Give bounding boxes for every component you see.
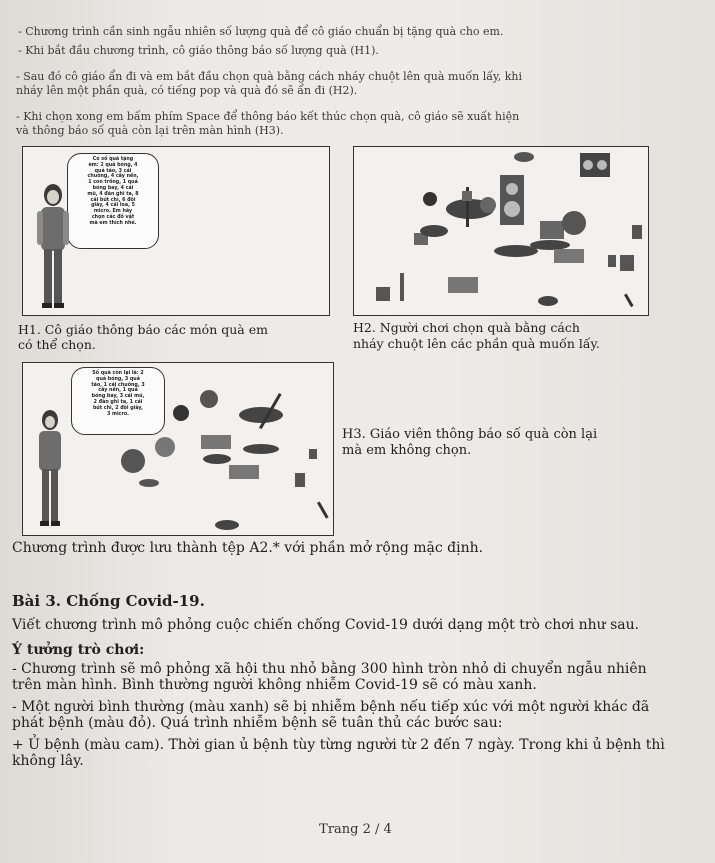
candles-icon xyxy=(201,435,231,449)
instruction-line: nháy lên một phần quà, có tiếng pop và quà đó sẽ ẩn đi (H2). xyxy=(16,84,358,97)
hat-icon xyxy=(203,454,231,464)
bubble-line: Số quà còn lại là: 2 xyxy=(92,371,144,376)
body-line: phát bệnh (màu đỏ). Quá trình nhiễm bệnh sẽ tuân thủ các bước sau: xyxy=(12,715,503,731)
teacher-figure xyxy=(35,409,65,529)
bubble-line: bóng bay, 4 cái xyxy=(92,185,134,191)
gift-items-scene xyxy=(354,147,648,315)
basketball-icon xyxy=(562,211,586,235)
bubble-line: cây nến, 1 quả xyxy=(98,388,138,394)
h2-caption: H2. Người chơi chọn quà bằng cách xyxy=(353,320,580,335)
instruction-line: - Chương trình cần sinh ngẫu nhiên số lượng quà để cô giáo chuẩn bị tặng quà cho em. xyxy=(18,25,504,38)
pencil-icon xyxy=(624,294,634,308)
bubble-line: 3 micro. xyxy=(107,411,129,417)
bubble-line: 2 đàn ghi ta, 1 cái xyxy=(93,399,143,405)
candles-icon xyxy=(554,249,584,263)
hat-icon xyxy=(514,152,534,162)
basketball-icon xyxy=(121,449,145,473)
bubble-line: cái bút chì, 6 đôi xyxy=(90,197,136,203)
body-line: - Một người bình thường (màu xanh) sẽ bị nhiễm bệnh nếu tiếp xúc với một người khác đã xyxy=(12,699,650,715)
instruction-line: - Khi bắt đầu chương trình, cô giáo thông báo số lượng quà (H1). xyxy=(18,44,379,57)
body-line: + Ủ bệnh (màu cam). Thời gian ủ bệnh tùy từng người từ 2 đến 7 ngày. Trong khi ủ bệnh thì xyxy=(12,737,665,753)
apple-icon xyxy=(423,192,437,206)
section-subtitle: Ý tưởng trò chơi: xyxy=(12,642,145,658)
bubble-line: quả bóng, 3 quả xyxy=(96,376,140,382)
h2-panel xyxy=(353,146,649,316)
bubble-line: micro. Em hãy xyxy=(93,209,133,215)
h1-panel xyxy=(22,146,330,316)
apple-icon xyxy=(173,405,189,421)
microphone-icon xyxy=(309,449,317,459)
microphone-icon xyxy=(620,255,634,271)
h1-speech-bubble xyxy=(67,153,159,249)
instruction-line: - Sau đó cô giáo ẩn đi và em bắt đầu chọn quà bằng cách nháy chuột lên quà muốn lấy, khi xyxy=(16,70,523,83)
body-line: không lây. xyxy=(12,753,84,769)
microphone-icon xyxy=(632,225,642,239)
microphone-icon xyxy=(608,255,616,267)
shoe-icon xyxy=(243,444,279,454)
bubble-line: Có số quà tặng xyxy=(92,157,134,162)
instruction-line: và thông báo số quà còn lại trên màn hình (H3). xyxy=(16,124,284,137)
bubble-line: em: 2 quả bóng, 4 xyxy=(88,162,138,168)
bubble-line: bóng bay, 3 cái mũ, xyxy=(91,394,145,400)
remaining-items-scene xyxy=(119,383,329,533)
speaker-icon xyxy=(376,287,390,301)
candles-icon xyxy=(448,277,478,293)
bubble-line: chuông, 4 cây nến, xyxy=(87,174,139,180)
body-line: Viết chương trình mô phỏng cuộc chiến chống Covid-19 dưới dạng một trò chơi như sau. xyxy=(12,617,640,633)
page-number: Trang 2 / 4 xyxy=(319,822,392,837)
speaker-icon xyxy=(500,175,524,225)
h3-caption: mà em không chọn. xyxy=(342,443,472,458)
body-line: - Chương trình sẽ mô phỏng xã hội thu nhỏ bằng 300 hình tròn nhỏ di chuyển ngẫu nhiên xyxy=(12,661,647,677)
bubble-line: mũ, 4 đàn ghi ta, 8 xyxy=(87,191,139,197)
bubble-line: chọn các đồ vật xyxy=(91,214,135,220)
bubble-line: 1 con trống, 1 quả xyxy=(88,180,138,186)
h2-caption: nháy chuột lên các phần quà muốn lấy. xyxy=(353,336,600,351)
bell-icon xyxy=(462,191,472,201)
bubble-line: mà em thích nhé. xyxy=(89,220,137,226)
hat-icon xyxy=(538,296,558,306)
balloon-icon xyxy=(155,437,175,457)
save-note: Chương trình được lưu thành tệp A2.* với phần mở rộng mặc định. xyxy=(12,540,484,556)
bubble-line: bút chì, 2 đôi giày, xyxy=(92,405,143,411)
candles-icon xyxy=(229,465,259,479)
instruction-line: - Khi chọn xong em bấm phím Space để thông báo kết thúc chọn quà, cô giáo sẽ xuất hiện xyxy=(16,110,520,123)
h1-caption: có thể chọn. xyxy=(18,337,96,352)
bubble-line: táo, 1 cái chuông, 3 xyxy=(91,382,145,388)
bubble-line: giày, 4 cái loa, 5 xyxy=(91,203,135,209)
pencil-icon xyxy=(317,502,329,519)
teacher-figure xyxy=(35,183,71,311)
body-line: trên màn hình. Bình thường người không nhiễm Covid-19 sẽ có màu xanh. xyxy=(12,677,537,693)
h3-panel xyxy=(22,362,334,536)
h1-caption: H1. Cô giáo thông báo các món quà em xyxy=(18,322,268,337)
section-title: Bài 3. Chống Covid-19. xyxy=(12,592,205,610)
balloon-icon xyxy=(480,197,496,213)
hat-icon xyxy=(530,240,570,250)
hat-icon xyxy=(215,520,239,530)
gift-box-icon xyxy=(540,221,564,239)
guitar-icon xyxy=(239,407,283,423)
ribbon-icon xyxy=(139,479,159,487)
microphone-icon xyxy=(295,473,305,487)
bubble-line: quả táo, 3 cái xyxy=(94,168,132,174)
basketball-icon xyxy=(200,390,218,408)
h3-caption: H3. Giáo viên thông báo số quà còn lại xyxy=(342,427,598,442)
